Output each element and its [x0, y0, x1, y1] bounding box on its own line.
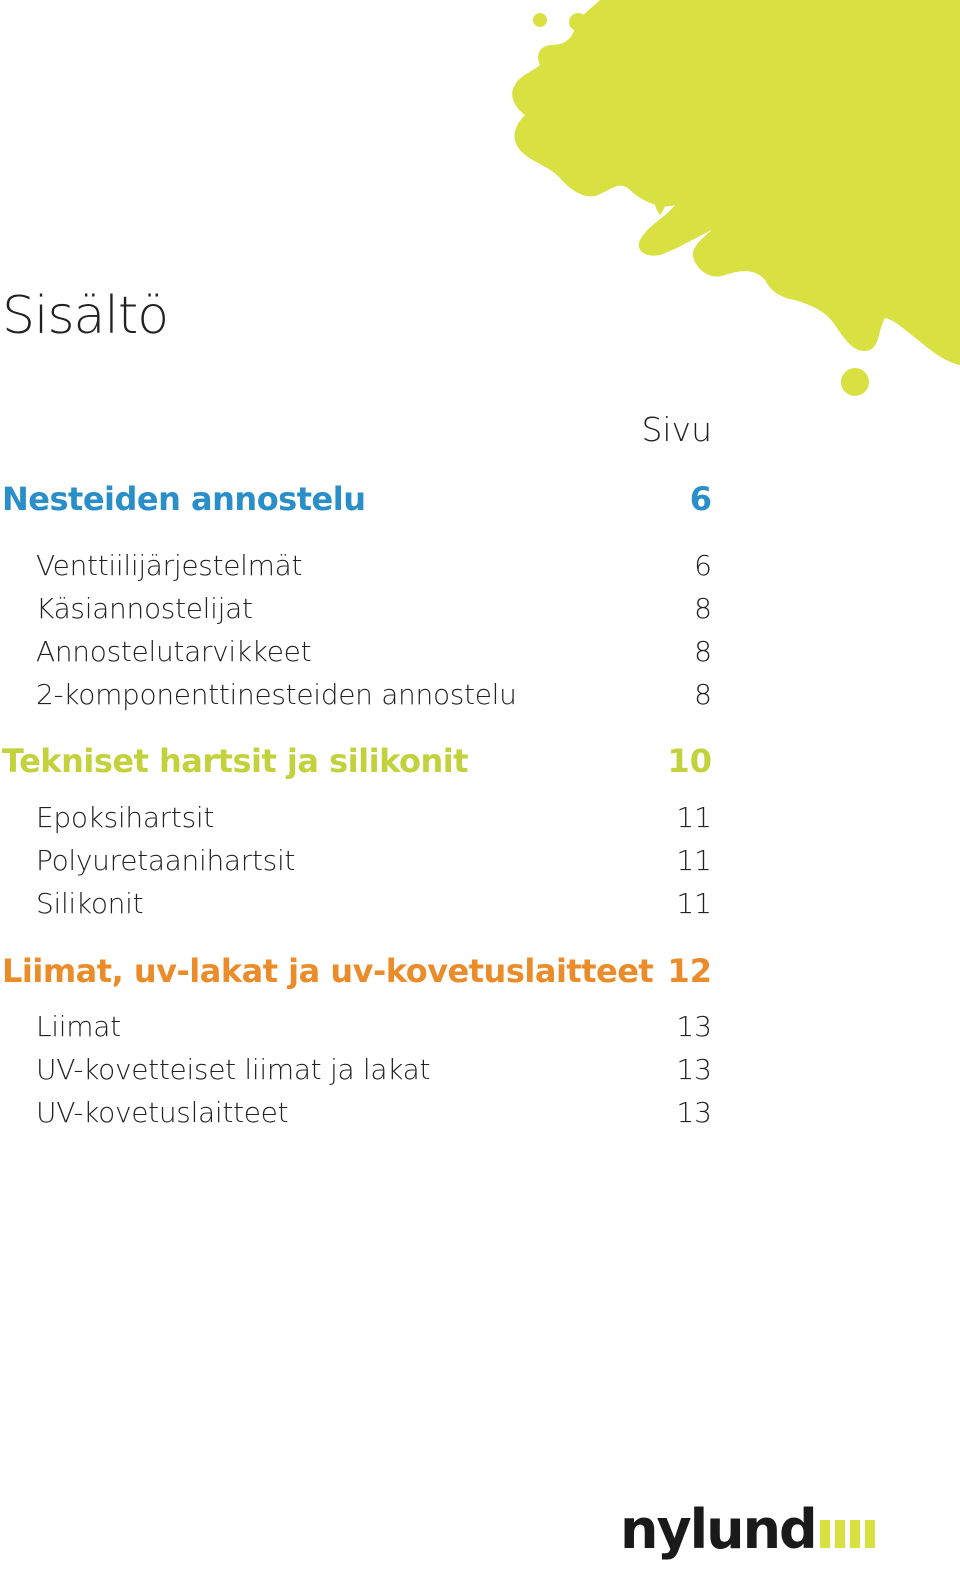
- toc-section-heading: Nesteiden annostelu: [2, 480, 366, 518]
- toc-item-label: Käsiannostelijat: [36, 592, 253, 625]
- toc-item-page: 11: [676, 801, 712, 834]
- toc-item-label: UV-kovetteiset liimat ja lakat: [36, 1053, 431, 1086]
- page-column-header: Sivu: [641, 410, 712, 449]
- toc-item[interactable]: [0, 887, 712, 927]
- page-title: Sisältö: [2, 286, 169, 346]
- toc-item-label: Liimat: [36, 1010, 121, 1043]
- toc-item-page: 8: [694, 592, 712, 625]
- toc-section-page: 6: [689, 480, 712, 518]
- toc-item[interactable]: [0, 844, 712, 884]
- toc-item[interactable]: [0, 635, 712, 675]
- toc-section-heading: Liimat, uv-lakat ja uv-kovetuslaitteet: [2, 952, 654, 990]
- toc-item-label: 2-komponenttinesteiden annostelu: [36, 678, 517, 711]
- toc-item-page: 8: [694, 635, 712, 668]
- toc-section-nesteiden-annostelu[interactable]: [0, 480, 712, 520]
- toc-item[interactable]: [0, 592, 712, 632]
- toc-item-page: 13: [676, 1010, 712, 1043]
- toc-item-label: UV-kovetuslaitteet: [36, 1096, 289, 1129]
- toc-item-label: Annostelutarvikkeet: [36, 635, 312, 668]
- toc-item-label: Venttiilijärjestelmät: [36, 549, 303, 582]
- toc-section-tekniset-hartsit[interactable]: [0, 742, 712, 782]
- toc-item-page: 6: [694, 549, 712, 582]
- toc-item[interactable]: [0, 549, 712, 589]
- toc-item-page: 13: [676, 1096, 712, 1129]
- toc-item-page: 11: [676, 887, 712, 920]
- nylund-logo: [620, 1498, 885, 1568]
- paint-splash-decoration: [0, 0, 960, 420]
- toc-section-page: 12: [667, 952, 712, 990]
- toc-item-label: Epoksihartsit: [36, 801, 215, 834]
- toc-item-page: 13: [676, 1053, 712, 1086]
- toc-section-liimat-uv-lakat[interactable]: [0, 952, 712, 992]
- toc-item[interactable]: [0, 801, 712, 841]
- toc-item[interactable]: [0, 678, 712, 718]
- toc-section-heading: Tekniset hartsit ja silikonit: [2, 742, 469, 780]
- toc-item-page: 8: [694, 678, 712, 711]
- toc-item-page: 11: [676, 844, 712, 877]
- toc-item[interactable]: [0, 1010, 712, 1050]
- toc-item[interactable]: [0, 1096, 712, 1136]
- toc-section-page: 10: [667, 742, 712, 780]
- toc-item[interactable]: [0, 1053, 712, 1093]
- logo-text: nylund: [620, 1498, 816, 1561]
- toc-item-label: Polyuretaanihartsit: [36, 844, 296, 877]
- logo-bars-icon: [820, 1520, 875, 1548]
- toc-item-label: Silikonit: [36, 887, 144, 920]
